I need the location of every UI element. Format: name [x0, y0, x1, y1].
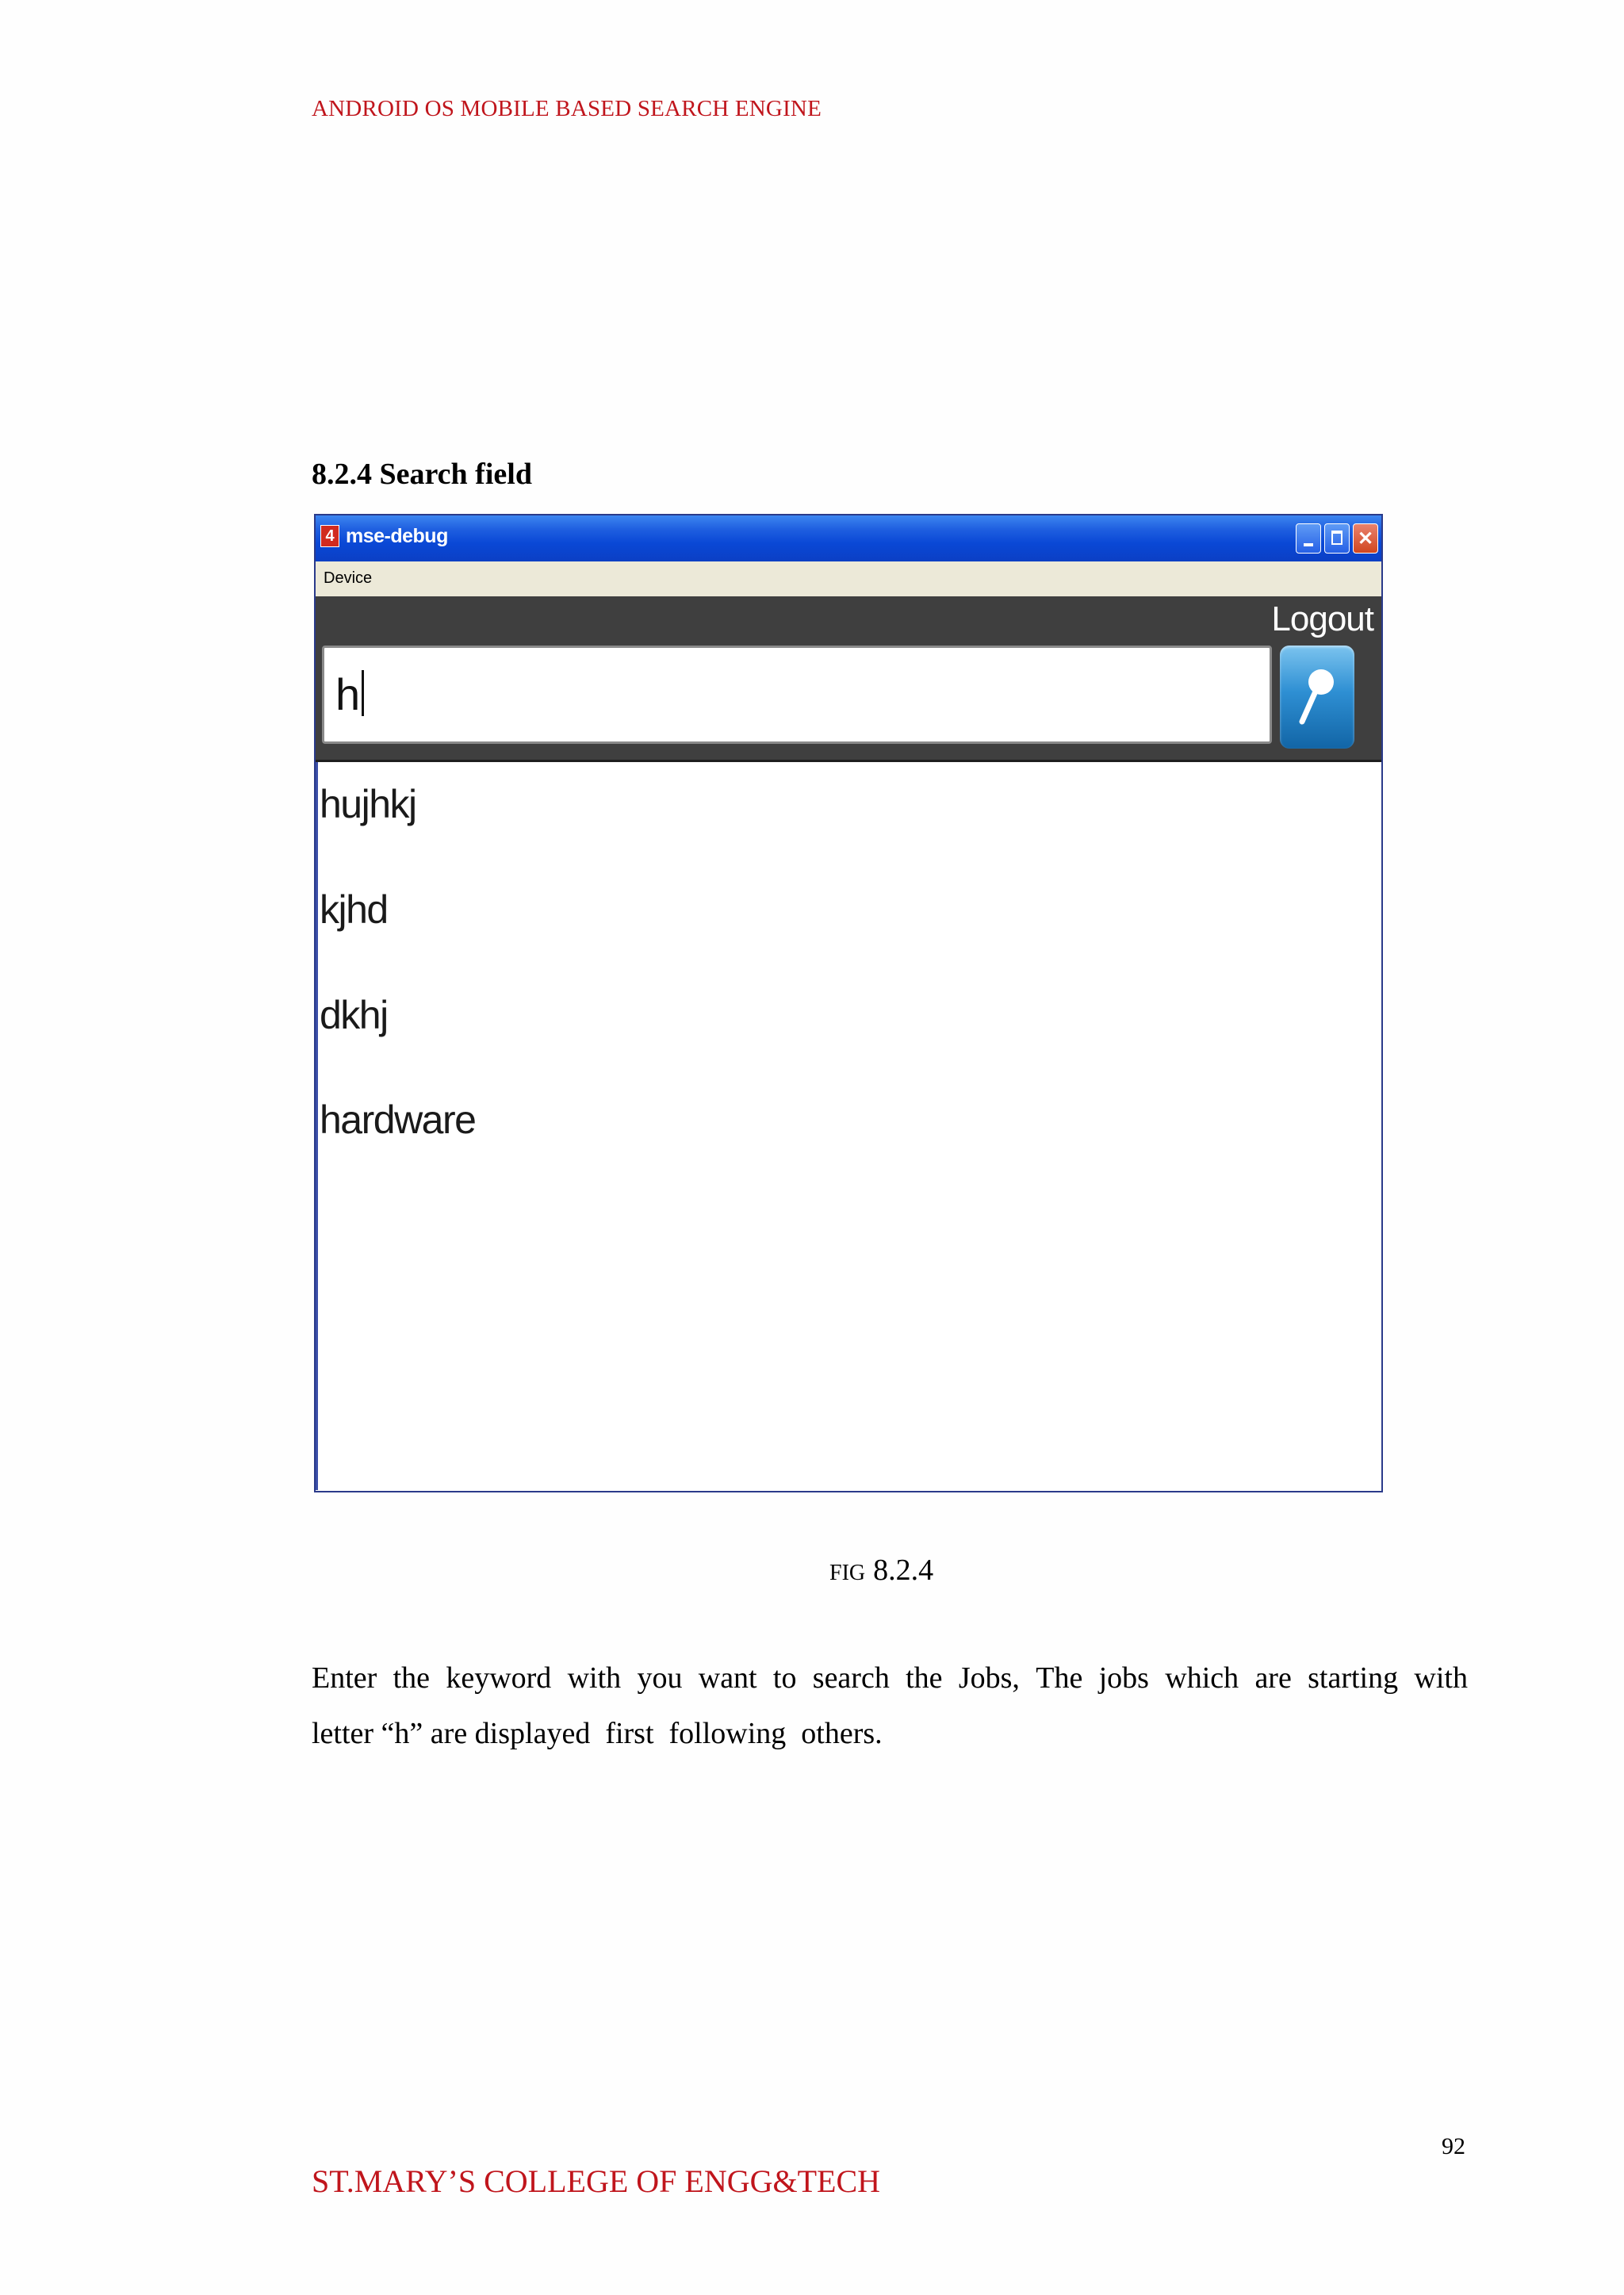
result-item[interactable]: kjhd	[320, 887, 388, 932]
body-paragraph-line-2: letter “h” are displayed first following others.	[312, 1717, 883, 1750]
section-heading: 8.2.4 Search field	[312, 458, 532, 491]
word: Jobs,	[958, 1661, 1020, 1695]
word: keyword	[446, 1661, 552, 1695]
text-caret	[362, 670, 364, 716]
maximize-button[interactable]	[1324, 523, 1350, 554]
window-title: mse-debug	[346, 525, 448, 547]
word: search	[812, 1661, 890, 1695]
running-header: ANDROID OS MOBILE BASED SEARCH ENGINE	[312, 96, 822, 121]
word: The	[1036, 1661, 1083, 1695]
search-button[interactable]	[1280, 646, 1354, 749]
maximize-icon	[1331, 531, 1342, 545]
word: to	[772, 1661, 797, 1695]
word: the	[393, 1661, 431, 1695]
word: you	[637, 1661, 683, 1695]
word: with	[567, 1661, 622, 1695]
logout-button[interactable]: Logout	[1271, 600, 1373, 638]
menu-item-device[interactable]: Device	[324, 569, 373, 587]
figure-screenshot	[314, 514, 1383, 1492]
word: which	[1165, 1661, 1239, 1695]
search-input-value: h	[335, 669, 361, 719]
result-item[interactable]: dkhj	[320, 993, 388, 1037]
search-input[interactable]	[322, 646, 1272, 744]
app-icon: 4	[320, 525, 339, 547]
figure-caption	[829, 1553, 933, 1588]
result-item[interactable]: hujhkj	[320, 782, 416, 826]
word: with	[1414, 1661, 1468, 1695]
minimize-icon	[1304, 543, 1313, 546]
figure-number: 8.2.4	[873, 1554, 934, 1587]
page-number: 92	[1442, 2133, 1465, 2159]
close-button[interactable]	[1353, 523, 1378, 554]
search-icon	[1280, 646, 1354, 749]
word: want	[698, 1661, 757, 1695]
word: are	[1254, 1661, 1292, 1695]
word: Enter	[312, 1661, 377, 1695]
word: the	[906, 1661, 943, 1695]
result-item[interactable]: hardware	[320, 1098, 476, 1142]
close-icon: ✕	[1357, 527, 1374, 550]
menubar	[316, 561, 1381, 597]
results-list	[316, 762, 1381, 1490]
word: starting	[1308, 1661, 1399, 1695]
minimize-button[interactable]	[1296, 523, 1321, 554]
figure-label: FIG	[829, 1561, 866, 1585]
search-row	[316, 639, 1381, 762]
word: jobs	[1098, 1661, 1149, 1695]
window-titlebar[interactable]	[316, 515, 1381, 561]
running-footer: ST.MARY’S COLLEGE OF ENGG&TECH	[312, 2163, 881, 2199]
body-paragraph-line-1	[312, 1661, 1468, 1695]
app-header-bar	[316, 596, 1381, 639]
